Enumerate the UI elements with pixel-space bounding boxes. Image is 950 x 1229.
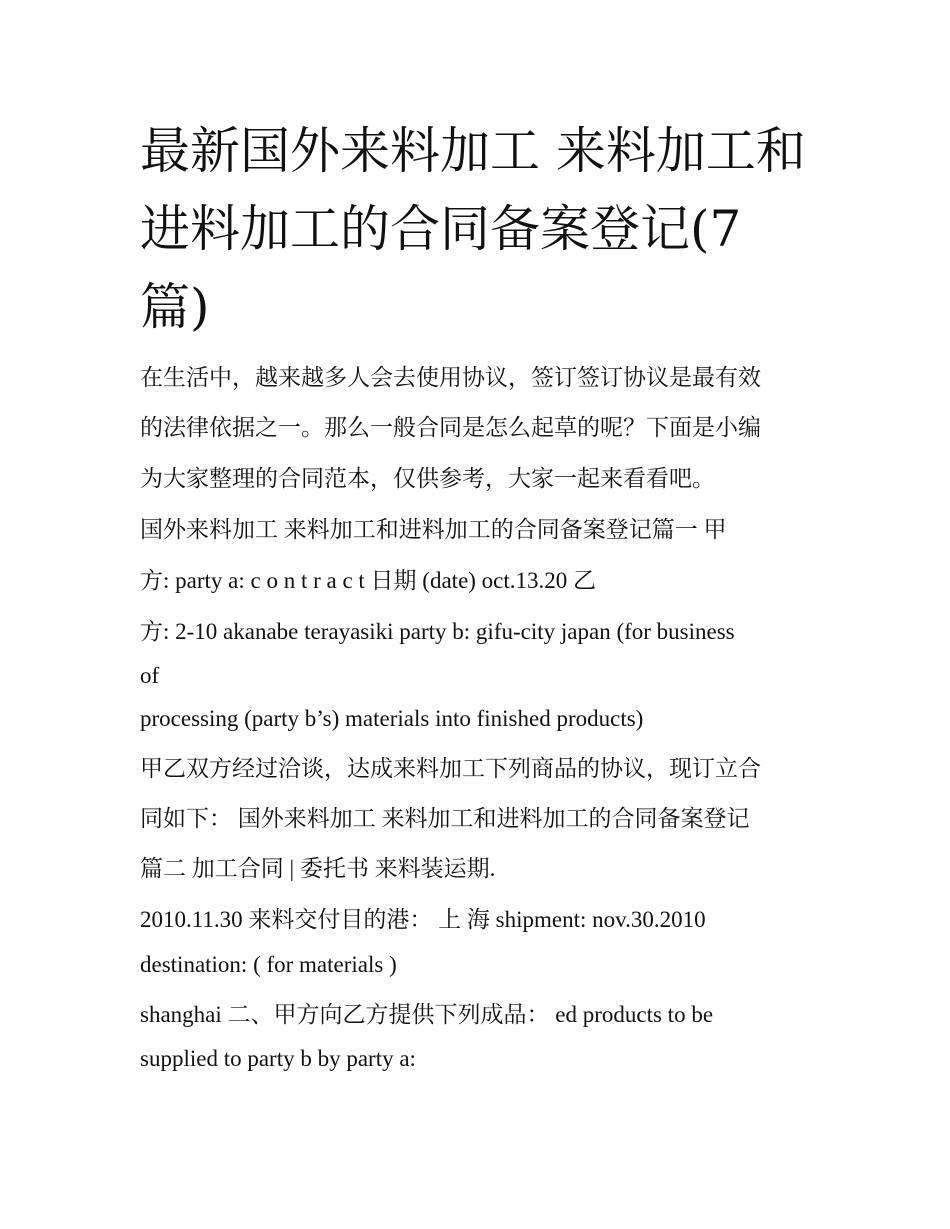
body-line: 在生活中，越来越多人会去使用协议，签订签订协议是最有效 [140,365,761,390]
body-line: of [140,663,160,688]
body-line: 为大家整理的合同范本，仅供参考，大家一起来看看吧。 [140,466,715,491]
title-line-3: 篇) [140,278,210,336]
body-line: 同如下： 国外来料加工 来料加工和进料加工的合同备案登记 [140,806,750,831]
body-line: 篇二 加工合同 | 委托书 来料装运期. [140,856,496,881]
body-line: 方: party a: c o n t r a c t 日期 (date) oct.13.20 乙 [140,568,597,593]
body-line: processing (party b’s) materials into finished products) [140,706,644,731]
body-line: 国外来料加工 来料加工和进料加工的合同备案登记篇一 甲 [140,517,727,542]
body-line: 的法律依据之一。那么一般合同是怎么起草的呢？下面是小编 [140,415,761,440]
body-line: supplied to party b by party a: [140,1046,416,1071]
document-title [140,112,820,346]
body-line: 甲乙双方经过洽谈，达成来料加工下列商品的协议，现订立合 [140,756,761,781]
body-line: destination: ( for materials ) [140,952,397,977]
title-line-1: 最新国外来料加工 来料加工和 [140,122,806,180]
body-line: 方: 2-10 akanabe terayasiki party b: gifu-city japan (for business [140,619,735,644]
title-line-2: 进料加工的合同备案登记(7 [140,200,742,258]
body-line: shanghai 二、甲方向乙方提供下列成品： ed products to be [140,1002,714,1027]
body-line: 2010.11.30 来料交付目的港： 上 海 shipment: nov.30.2010 [140,907,706,932]
